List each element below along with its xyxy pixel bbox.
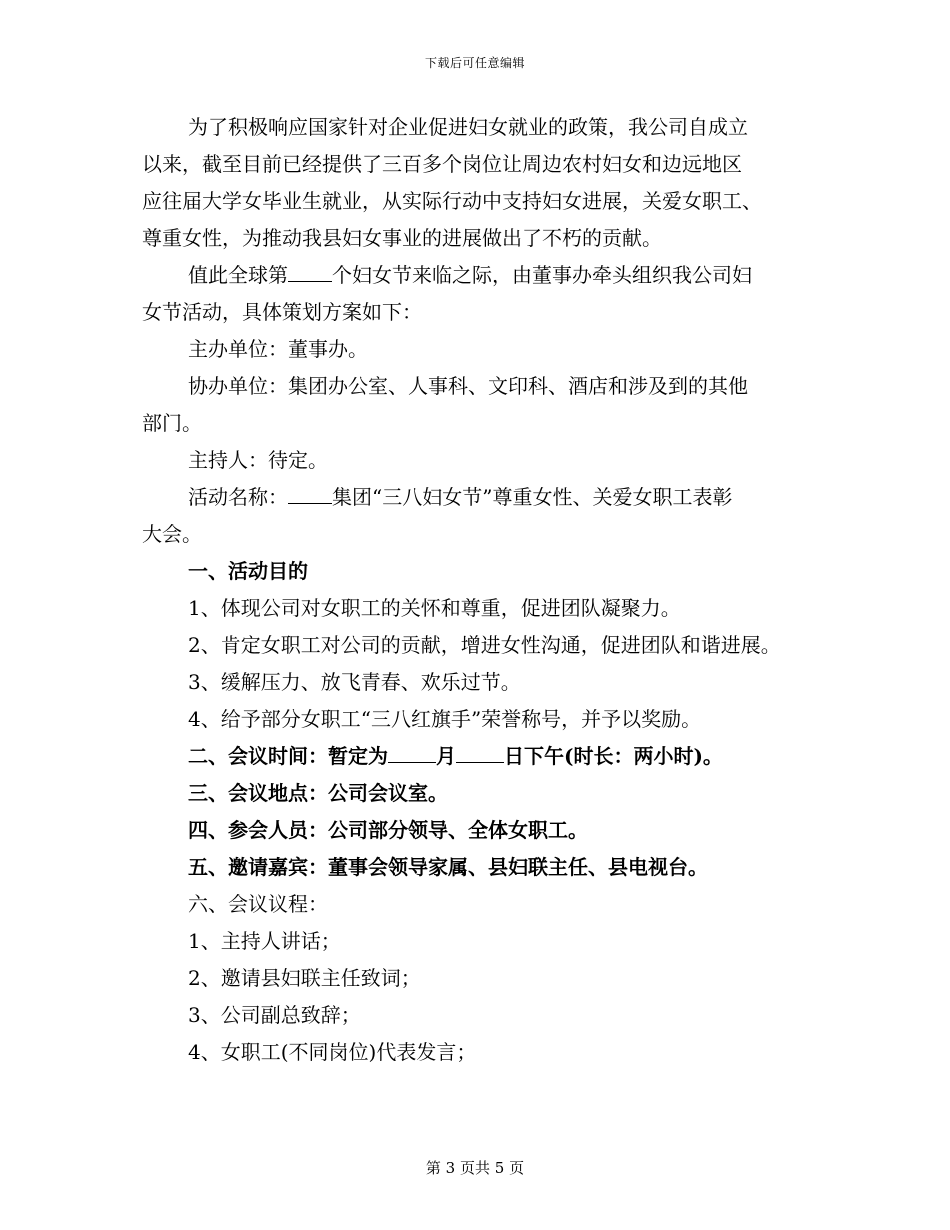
occasion-line-1 (142, 257, 822, 294)
host-unit: 主办单位：董事办。 (188, 337, 368, 361)
section-3-meeting-place: 三、会议地点：公司会议室。 (188, 781, 448, 805)
fill-blank-month (388, 742, 436, 763)
section-1-item-4: 4、给予部分女职工“三八红旗手”荣誉称号，并予以奖励。 (188, 707, 702, 731)
intro-line-3: 应往届大学女毕业生就业，从实际行动中支持妇女进展，关爱女职工、 (142, 189, 762, 213)
sec2-text-c: 日下午(时长：两小时)。 (504, 744, 723, 768)
section-1-item-2: 2、肯定女职工对公司的贡献，增进女性沟通，促进团队和谐进展。 (188, 633, 781, 657)
section-1-item-3: 3、缓解压力、放飞青春、欢乐过节。 (188, 670, 521, 694)
intro-line-2: 以来，截至目前已经提供了三百多个岗位让周边农村妇女和边远地区 (142, 152, 742, 176)
section-1-title: 一、活动目的 (188, 559, 308, 583)
presenter: 主持人：待定。 (188, 448, 328, 472)
section-6-item-1: 1、主持人讲话； (188, 929, 341, 953)
sec2-text-a: 二、会议时间：暂定为 (188, 744, 388, 768)
section-6-item-4: 4、女职工(不同岗位)代表发言； (188, 1040, 477, 1064)
page-header: 下载后可任意编辑 (424, 56, 525, 70)
section-1-item-1: 1、体现公司对女职工的关怀和尊重，促进团队凝聚力。 (188, 596, 681, 620)
occasion-text-b: 个妇女节来临之际，由董事办牵头组织我公司妇 (332, 263, 752, 287)
event-name-line-1 (142, 479, 822, 516)
document-body (142, 109, 822, 1071)
section-6-item-3: 3、公司副总致辞； (188, 1003, 361, 1027)
occasion-text-a: 值此全球第 (188, 263, 288, 287)
intro-line-4: 尊重女性，为推动我县妇女事业的进展做出了不朽的贡献。 (142, 226, 662, 250)
page-number: 第 3 页共 5 页 (425, 1159, 525, 1177)
section-5-guests: 五、邀请嘉宾：董事会领导家属、县妇联主任、县电视台。 (188, 855, 708, 879)
fill-blank-company (288, 483, 332, 504)
co-units-line-1: 协办单位：集团办公室、人事科、文印科、酒店和涉及到的其他 (188, 374, 748, 398)
section-4-attendees: 四、参会人员：公司部分领导、全体女职工。 (188, 818, 588, 842)
fill-blank-day (456, 742, 504, 763)
fill-blank-edition (288, 261, 332, 282)
section-6-item-2: 2、邀请县妇联主任致词； (188, 966, 421, 990)
occasion-line-2: 女节活动，具体策划方案如下： (142, 300, 422, 324)
section-6-title: 六、会议议程： (188, 892, 328, 916)
event-name-text-b: 集团“三八妇女节”尊重女性、关爱女职工表彰 (332, 485, 733, 509)
co-units-line-2: 部门。 (142, 411, 202, 435)
sec2-text-b: 月 (436, 744, 456, 768)
event-name-line-2: 大会。 (142, 522, 202, 546)
intro-line-1: 为了积极响应国家针对企业促进妇女就业的政策，我公司自成立 (188, 115, 748, 139)
section-2-meeting-time (142, 738, 822, 775)
event-name-text-a: 活动名称： (188, 485, 288, 509)
